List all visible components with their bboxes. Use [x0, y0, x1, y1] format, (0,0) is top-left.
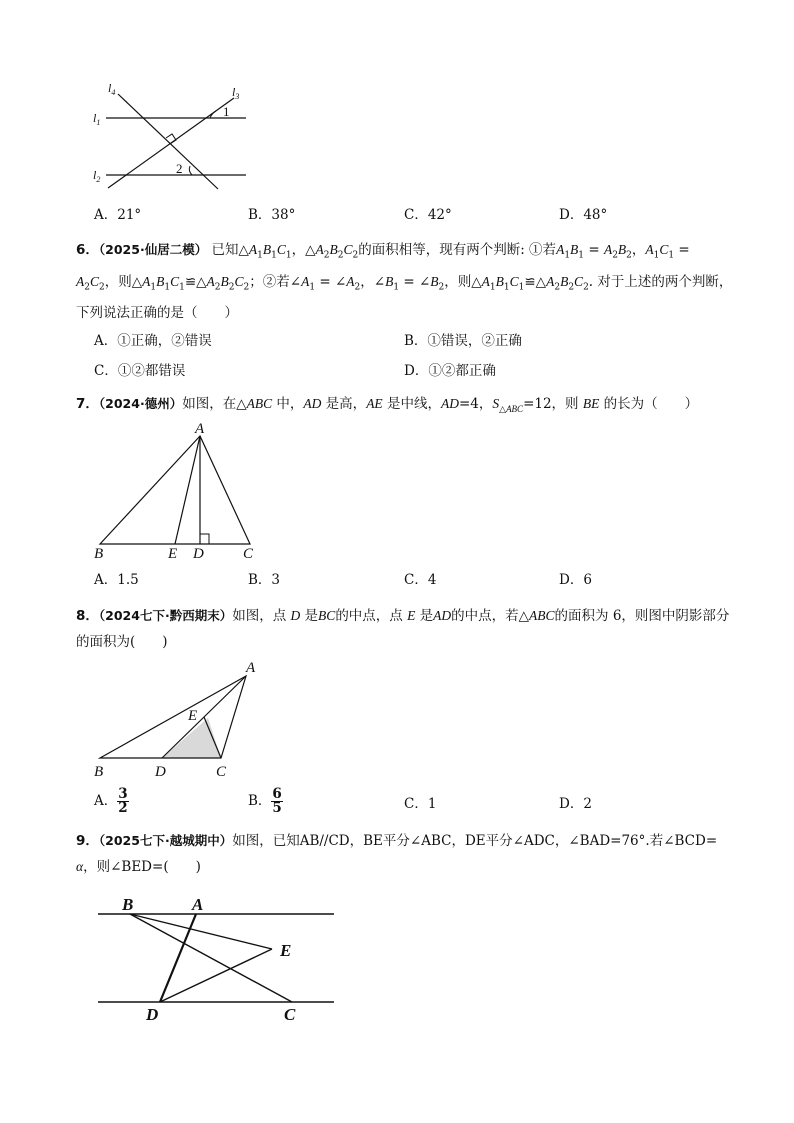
q7-stem: 7．（2024·德州）如图，在△ABC 中，AD 是高，AE 是中线，AD=4，$S_{\triangle ABC}=12$，则 BE 的长为（ ） [76, 396, 699, 415]
q6-option-d[interactable]: D．①②都正确 [404, 363, 496, 379]
q6-stem: 6．（2025·仙居二模） 已知$\triangle A_1B_1C_1$，$\triangle A_2B_2C_2$的面积相等，现有两个判断: ①若$A_1B_1 = A_2B_2$，$A_1C_1 = A_2C_2$，则$\triangle A_1B_1C_1≌\triangle A_2B_2C_2$；②若$\angle A_1$ = $\angle A_2$，$\angle B_1$ = $\angle B_2$，则$\triangle A_1B_1C_1≌\triangle A_2B_2C_2$. 对于上述的两个判断，下列说法正确的是（ ） [76, 242, 733, 322]
q9-figure [88, 892, 348, 1032]
segment-de [160, 949, 272, 1002]
q8-option-d[interactable]: D．2 [559, 796, 592, 812]
q8-option-a[interactable]: A． $\frac{3}{2}$ [94, 786, 128, 816]
label-c: C [216, 764, 227, 780]
q7-option-c[interactable]: C．4 [404, 572, 437, 588]
label-a: A [192, 895, 204, 914]
label-a: A [246, 660, 256, 676]
question-source: （2024·德州） [98, 396, 183, 411]
label-angle-2: 2 [176, 161, 183, 176]
q8-option-c[interactable]: C．1 [404, 796, 437, 812]
question-number: 7． [76, 396, 99, 412]
label-e: E [280, 941, 292, 960]
label-b: B [122, 895, 134, 914]
label-a: A [195, 421, 205, 437]
label-l4: $l_4$ [108, 81, 116, 97]
label-angle-1: 1 [223, 104, 230, 119]
right-angle-mark [200, 534, 209, 544]
question-number: 6． [76, 242, 99, 258]
q8-figure [88, 658, 268, 783]
q9-stem: 9．（2025七下·越城期中）如图，已知AB//CD，BE平分∠ABC，DE平分∠ADC，∠BAD=76°.若∠BCD= α，则∠BED=( ) [76, 833, 718, 875]
q7-figure [88, 420, 268, 560]
triangle-abc [100, 436, 250, 544]
q5-option-c[interactable]: C．42° [404, 207, 452, 223]
q8-stem: 8．（2024七下·黔西期末）如图，点 D 是BC的中点，点 E 是AD的中点，若△ABC的面积为 6，则图中阴影部分的面积为( ) [76, 608, 730, 650]
label-l2: $l_2$ [93, 168, 101, 184]
label-b: B [94, 764, 104, 780]
q7-option-a[interactable]: A．1.5 [94, 572, 139, 588]
label-d: D [146, 1005, 159, 1024]
question-source: （2025·仙居二模） [98, 242, 208, 257]
segment-be [130, 914, 272, 949]
fraction: $\frac{3}{2}$ [118, 786, 128, 816]
label-d: D [193, 546, 204, 560]
label-l1: $l_1$ [93, 111, 101, 127]
label-e: E [168, 546, 178, 560]
question-number: 8． [76, 608, 99, 624]
segment-ad [160, 914, 196, 1002]
label-l3: $l_3$ [232, 85, 240, 101]
q5-figure [88, 80, 258, 190]
question-number: 9． [76, 833, 99, 849]
q7-option-d[interactable]: D．6 [559, 572, 592, 588]
label-b: B [94, 546, 104, 560]
fraction: $\frac{6}{5}$ [272, 786, 282, 816]
segment-bc [130, 914, 292, 1002]
q6-option-b[interactable]: B．①错误，②正确 [404, 333, 522, 349]
label-c: C [243, 546, 254, 560]
q5-option-d[interactable]: D．48° [559, 207, 608, 223]
q5-option-b[interactable]: B．38° [248, 207, 296, 223]
label-d: D [155, 764, 166, 780]
label-e: E [188, 708, 198, 724]
q6-option-a[interactable]: A．①正确，②错误 [94, 333, 212, 349]
question-source: （2025七下·越城期中） [98, 833, 233, 848]
triangle-abc [100, 676, 246, 758]
angle-2-arc [189, 166, 192, 175]
q8-option-b[interactable]: B． $\frac{6}{5}$ [248, 786, 282, 816]
median-ae [175, 436, 200, 544]
q5-option-a[interactable]: A．21° [94, 207, 142, 223]
question-source: （2024七下·黔西期末） [98, 608, 233, 623]
label-c: C [284, 1005, 296, 1024]
q6-option-c[interactable]: C．①②都错误 [94, 363, 186, 379]
q7-option-b[interactable]: B．3 [248, 572, 281, 588]
